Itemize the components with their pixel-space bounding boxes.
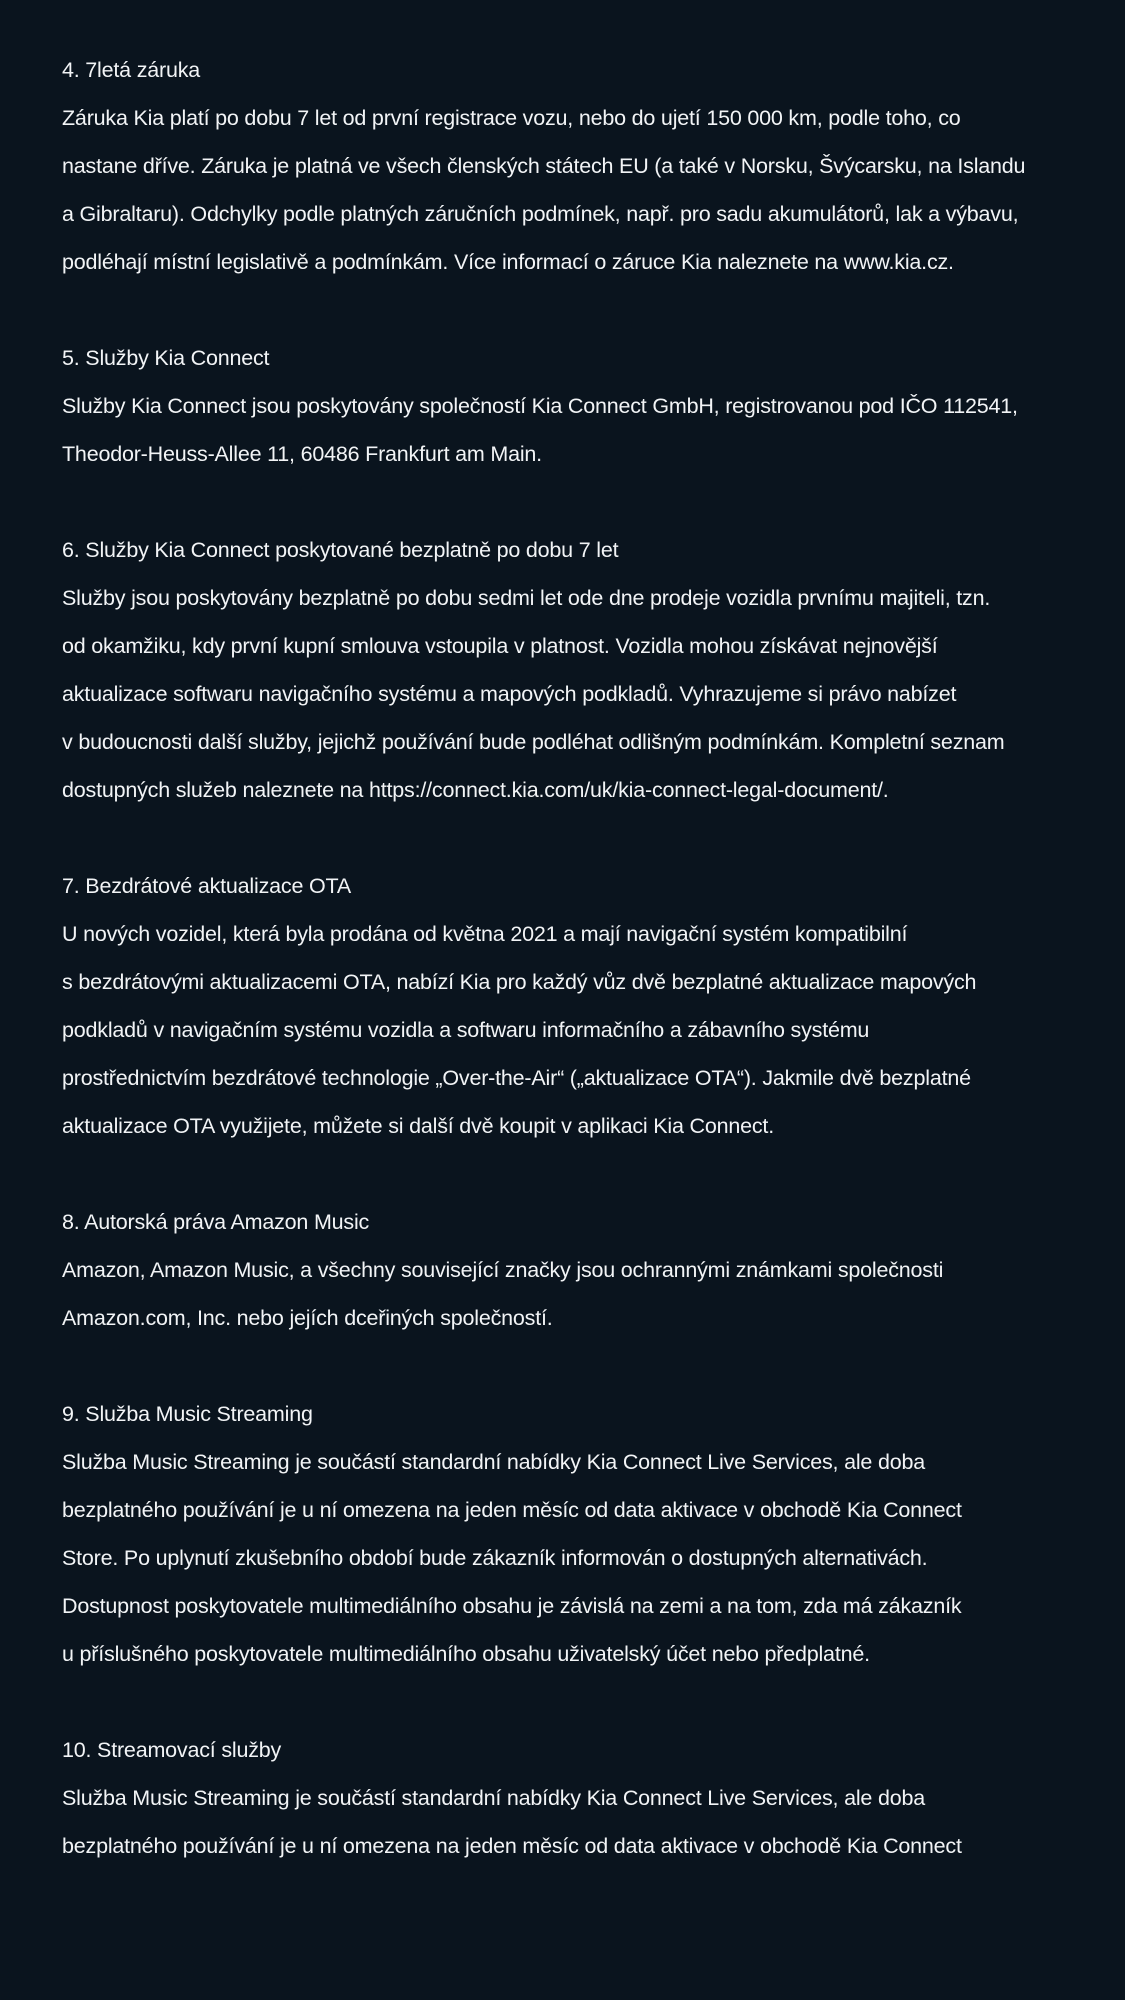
footnote-text-line: U nových vozidel, která byla prodána od května 2021 a mají navigační systém kompatibilní (62, 922, 908, 946)
footnote-section (62, 334, 1125, 478)
footnote-text-line: dostupných služeb naleznete na https://connect.kia.com/uk/kia-connect-legal-document/. (62, 778, 889, 802)
footnote-section (62, 862, 1125, 1150)
footnote-text-line: bezplatného používání je u ní omezena na jeden měsíc od data aktivace v obchodě Kia Connect (62, 1834, 962, 1858)
footnote-section (62, 1390, 1125, 1678)
footnote-heading: 4. 7letá záruka (62, 58, 201, 82)
footnote-section (62, 1726, 1125, 1870)
footnote-text-line: podkladů v navigačním systému vozidla a softwaru informačního a zábavního systému (62, 1018, 870, 1042)
footnote-text-line: od okamžiku, kdy první kupní smlouva vstoupila v platnost. Vozidla mohou získávat nejnovější (62, 634, 938, 658)
footnote-heading: 9. Služba Music Streaming (62, 1402, 313, 1426)
footnote-text-line: Amazon.com, Inc. nebo jejích dceřiných společností. (62, 1306, 553, 1330)
footnote-heading: 7. Bezdrátové aktualizace OTA (62, 874, 351, 898)
footnote-heading: 8. Autorská práva Amazon Music (62, 1210, 370, 1234)
footnote-text-line: Služba Music Streaming je součástí standardní nabídky Kia Connect Live Services, ale doba (62, 1450, 925, 1474)
footnote-heading: 10. Streamovací služby (62, 1738, 282, 1762)
footnote-text-line: prostřednictvím bezdrátové technologie „Over-the-Air“ („aktualizace OTA“). Jakmile dvě bezplatné (62, 1066, 971, 1090)
footnote-text-line: Služby jsou poskytovány bezplatně po dobu sedmi let ode dne prodeje vozidla prvnímu majiteli, tzn. (62, 586, 991, 610)
footnote-text-line: Theodor-Heuss-Allee 11, 60486 Frankfurt am Main. (62, 442, 542, 466)
footnote-heading: 6. Služby Kia Connect poskytované bezplatně po dobu 7 let (62, 538, 619, 562)
footnote-text-line: u příslušného poskytovatele multimediálního obsahu uživatelský účet nebo předplatné. (62, 1642, 870, 1666)
footnote-text-line: Služba Music Streaming je součástí standardní nabídky Kia Connect Live Services, ale doba (62, 1786, 925, 1810)
footnote-text-line: a Gibraltaru). Odchylky podle platných záručních podmínek, např. pro sadu akumulátorů, lak a výbavu, (62, 202, 1019, 226)
footnote-text-line: nastane dříve. Záruka je platná ve všech členských státech EU (a také v Norsku, Švýcarsku, na Islandu (62, 154, 1026, 178)
footnote-text-line: Služby Kia Connect jsou poskytovány společností Kia Connect GmbH, registrovanou pod IČO 112541, (62, 394, 1018, 418)
footnote-text-line: s bezdrátovými aktualizacemi OTA, nabízí Kia pro každý vůz dvě bezplatné aktualizace mapových (62, 970, 977, 994)
footnote-text-line: aktualizace softwaru navigačního systému a mapových podkladů. Vyhrazujeme si právo nabízet (62, 682, 957, 706)
footnote-text-line: Dostupnost poskytovatele multimediálního obsahu je závislá na zemi a na tom, zda má zákazník (62, 1594, 962, 1618)
footnote-text-line: bezplatného používání je u ní omezena na jeden měsíc od data aktivace v obchodě Kia Connect (62, 1498, 962, 1522)
footnote-section (62, 1198, 1125, 1342)
footnote-heading: 5. Služby Kia Connect (62, 346, 270, 370)
footnote-text-line: Store. Po uplynutí zkušebního období bude zákazník informován o dostupných alternativách. (62, 1546, 928, 1570)
footnote-text-line: Záruka Kia platí po dobu 7 let od první registrace vozu, nebo do ujetí 150 000 km, podle toho, co (62, 106, 961, 130)
footnote-section (62, 526, 1125, 814)
footnote-text-line: v budoucnosti další služby, jejichž používání bude podléhat odlišným podmínkám. Kompletní seznam (62, 730, 1005, 754)
footnote-text-line: Amazon, Amazon Music, a všechny související značky jsou ochrannými známkami společnosti (62, 1258, 944, 1282)
footnote-text-line: podléhají místní legislativě a podmínkám. Více informací o záruce Kia naleznete na www.kia.cz. (62, 250, 954, 274)
footnote-section (62, 46, 1125, 286)
footnote-text-line: aktualizace OTA využijete, můžete si další dvě koupit v aplikaci Kia Connect. (62, 1114, 774, 1138)
